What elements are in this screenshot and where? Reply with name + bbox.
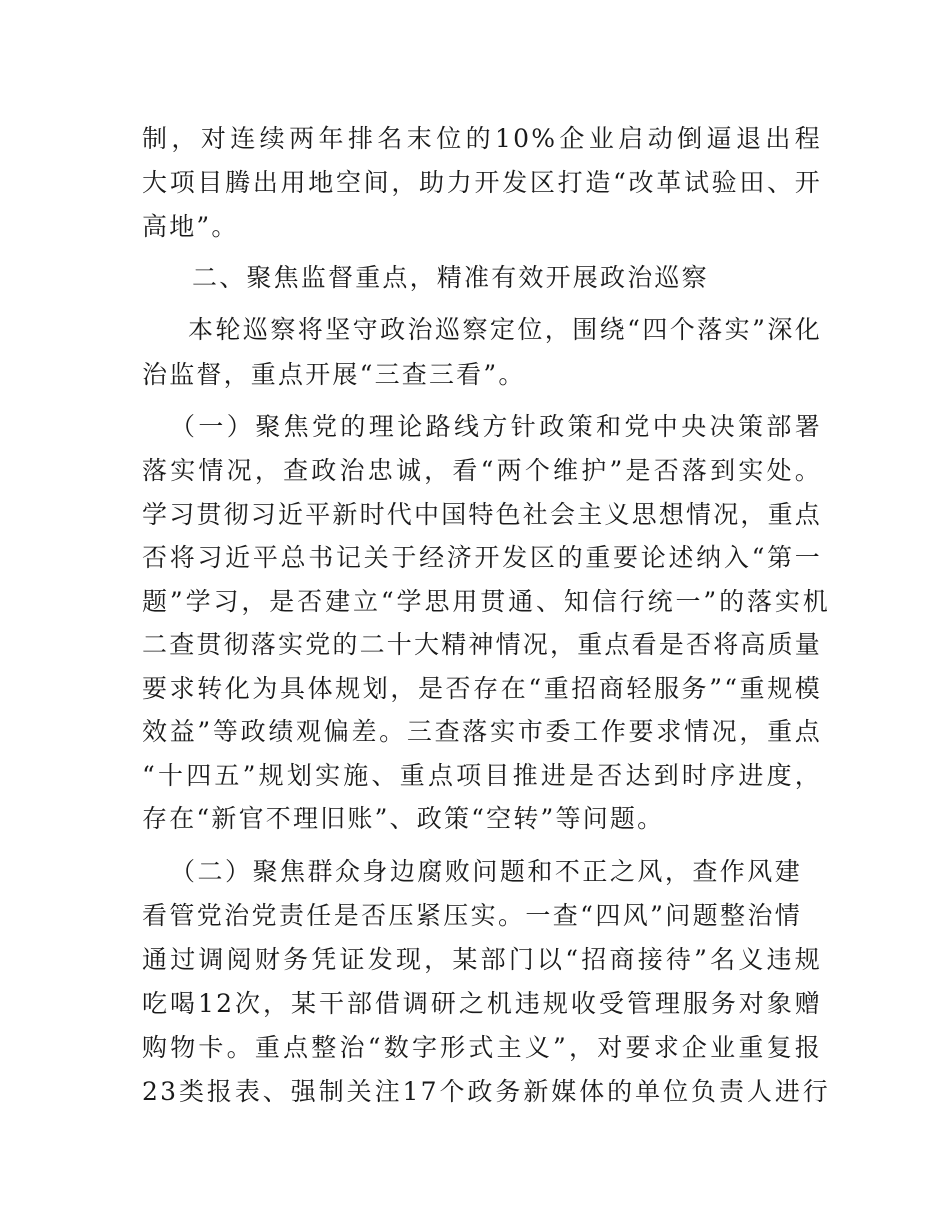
section-heading: 二、聚焦监督重点，精准有效开展政治巡察 bbox=[192, 263, 709, 292]
paragraph-line: 本轮巡察将坚守政治巡察定位，围绕“四个落实”深化 bbox=[188, 315, 822, 344]
paragraph-line: “十四五”规划实施、重点项目推进是否达到时序进度， bbox=[142, 761, 822, 790]
paragraph-line: 制，对连续两年排名末位的10%企业启动倒逼退出程 bbox=[142, 124, 822, 153]
paragraph-line: 看管党治党责任是否压紧压实。一查“四风”问题整治情 bbox=[142, 901, 802, 930]
paragraph-line: 二查贯彻落实党的二十大精神情况，重点看是否将高质量 bbox=[142, 630, 822, 659]
paragraph-line: 存在“新官不理旧账”、政策“空转”等问题。 bbox=[142, 804, 665, 833]
paragraph-line: 要求转化为具体规划，是否存在“重招商轻服务”“重规模 bbox=[142, 674, 822, 703]
paragraph-line: （二）聚焦群众身边腐败问题和不正之风，查作风建 bbox=[170, 857, 802, 886]
paragraph-line: 题”学习，是否建立“学思用贯通、知信行统一”的落实机 bbox=[142, 587, 830, 616]
paragraph-line: 效益”等政绩观偏差。三查落实市委工作要求情况，重点 bbox=[142, 717, 822, 746]
paragraph-line: 23类报表、强制关注17个政务新媒体的单位负责人进行 bbox=[142, 1077, 830, 1106]
paragraph-line: 学习贯彻习近平新时代中国特色社会主义思想情况，重点 bbox=[142, 500, 822, 529]
paragraph-line: 治监督，重点开展“三查三看”。 bbox=[142, 360, 526, 389]
paragraph-line: （一）聚焦党的理论路线方针政策和党中央决策部署 bbox=[170, 412, 822, 441]
paragraph-line: 落实情况，查政治忠诚，看“两个维护”是否落到实处。 bbox=[142, 456, 822, 485]
paragraph-line: 高地”。 bbox=[142, 212, 239, 241]
paragraph-line: 否将习近平总书记关于经济开发区的重要论述纳入“第一 bbox=[142, 543, 822, 572]
paragraph-line: 通过调阅财务凭证发现，某部门以“招商接待”名义违规 bbox=[142, 945, 822, 974]
paragraph-line: 吃喝12次，某干部借调研之机违规收受管理服务对象赠 bbox=[142, 989, 822, 1018]
paragraph-line: 购物卡。重点整治“数字形式主义”，对要求企业重复报 bbox=[142, 1033, 822, 1062]
paragraph-line: 大项目腾出用地空间，助力开发区打造“改革试验田、开 bbox=[142, 168, 822, 197]
